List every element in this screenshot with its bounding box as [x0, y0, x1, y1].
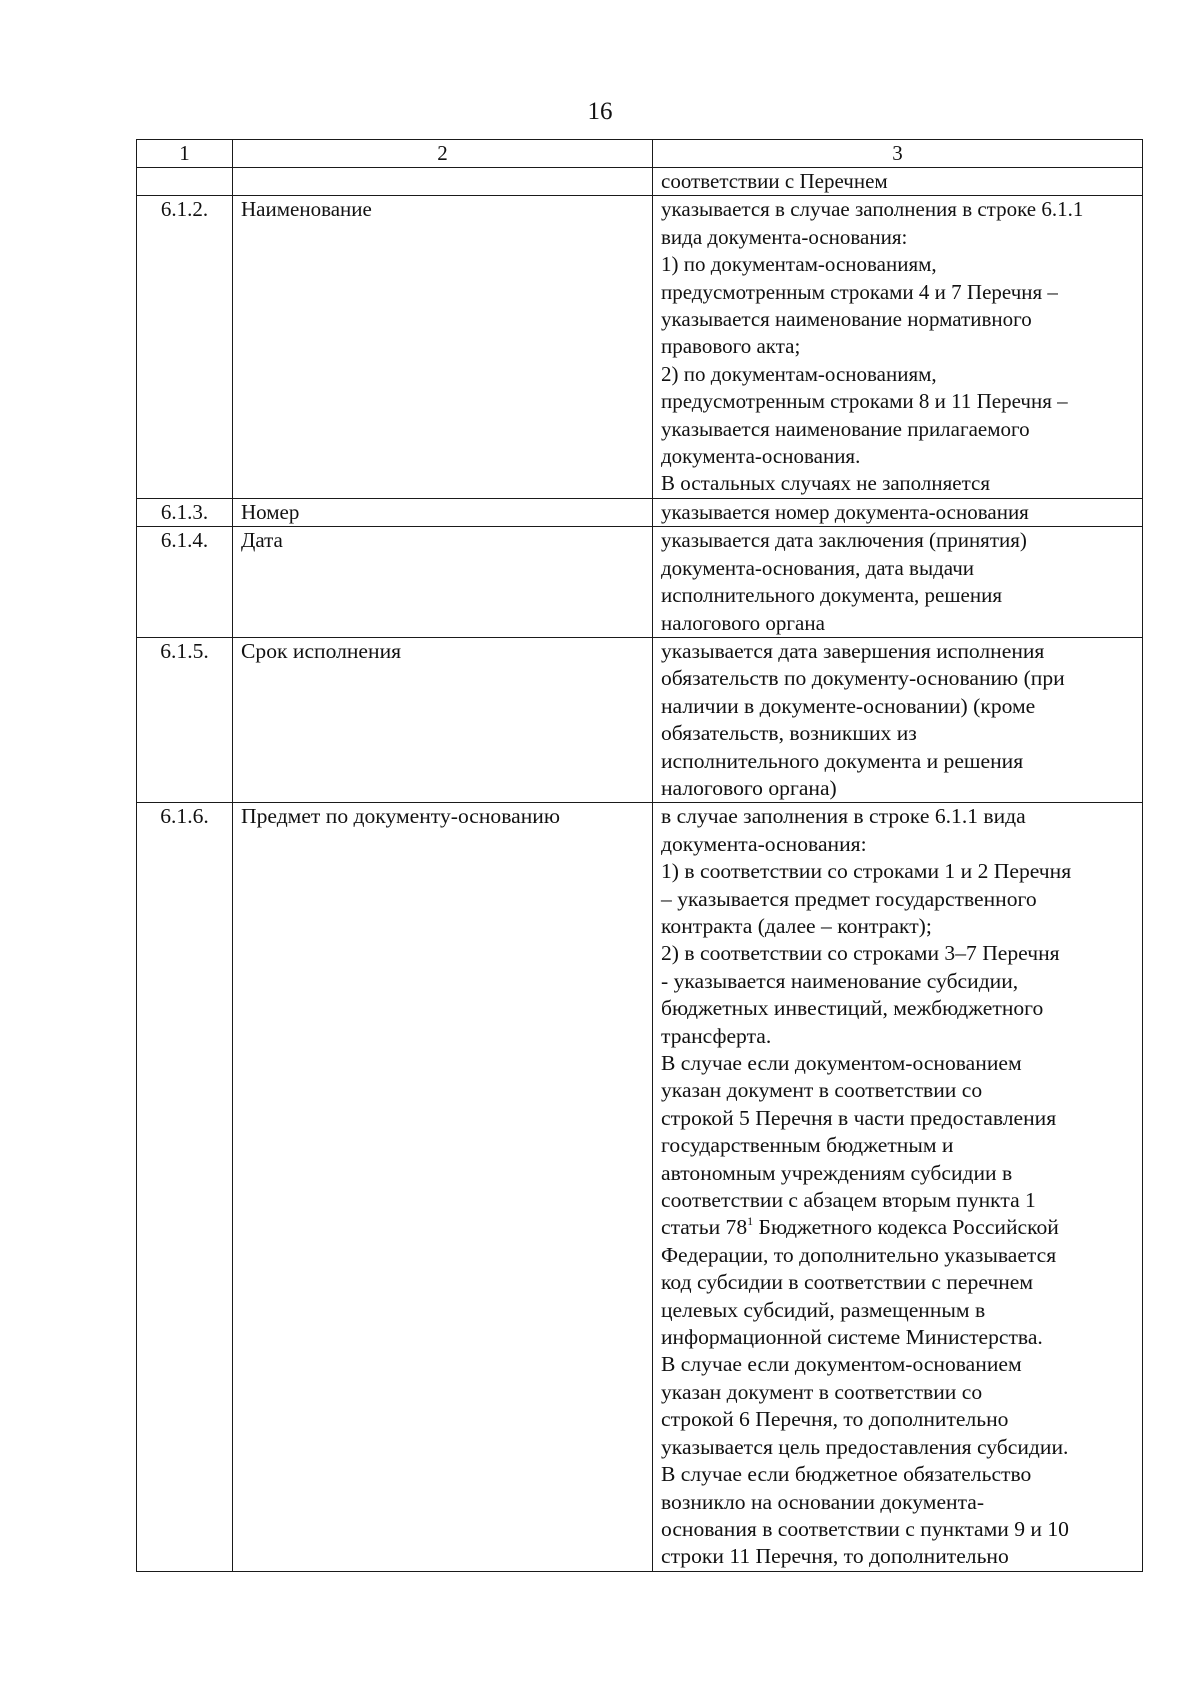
table-row-6-1-3	[137, 498, 1143, 526]
description-line: наличии в документе-основании) (кроме	[661, 693, 1036, 718]
description-line: соответствии с абзацем вторым пункта 1	[661, 1188, 1036, 1213]
description-line: 2) в соответствии со строками 3–7 Перечня	[661, 941, 1060, 966]
description-line: информационной системе Министерства.	[661, 1325, 1043, 1350]
row-number: 6.1.3.	[137, 498, 233, 526]
description-line: соответствии с Перечнем	[661, 169, 888, 193]
description-line: основания в соответствии с пунктами 9 и 10	[661, 1516, 1069, 1541]
description-line-statute	[661, 1214, 1134, 1241]
row-description	[653, 168, 1143, 196]
description-line: обязательств, возникших из	[661, 721, 917, 746]
description-line: предусмотренным строками 8 и 11 Перечня –	[661, 389, 1068, 414]
description-line: указывается наименование нормативного	[661, 307, 1032, 332]
description-line: трансферта.	[661, 1023, 772, 1048]
description-line: целевых субсидий, размещенным в	[661, 1297, 986, 1322]
description-line: строки 11 Перечня, то дополнительно	[661, 1544, 1009, 1569]
description-line: автономным учреждениям субсидии в	[661, 1160, 1013, 1185]
table-row-6-1-6	[137, 803, 1143, 1571]
description-line: указывается дата завершения исполнения	[661, 638, 1045, 663]
statute-text-rest: Бюджетного кодекса Российской	[753, 1215, 1059, 1240]
description-line: налогового органа	[661, 610, 825, 635]
row-description	[653, 527, 1143, 638]
row-number: 6.1.4.	[137, 527, 233, 638]
description-line: указывается цель предоставления субсидии.	[661, 1434, 1069, 1459]
description-line: - указывается наименование субсидии,	[661, 968, 1019, 993]
description-line: В случае если бюджетное обязательство	[661, 1462, 1032, 1487]
header-col-3: 3	[653, 140, 1143, 168]
header-col-1: 1	[137, 140, 233, 168]
description-line: указывается номер документа-основания	[661, 499, 1029, 524]
specification-table	[136, 139, 1143, 1572]
description-line: документа-основания.	[661, 444, 861, 469]
description-line: – указывается предмет государственного	[661, 886, 1037, 911]
description-line: 1) по документам-основаниям,	[661, 252, 937, 277]
description-line: В остальных случаях не заполняется	[661, 471, 991, 496]
statute-text: статьи 78	[661, 1215, 748, 1240]
row-field-name	[233, 168, 653, 196]
description-line: обязательств по документу-основанию (при	[661, 666, 1065, 691]
row-field-name: Номер	[233, 498, 653, 526]
description-line: налогового органа)	[661, 775, 837, 800]
description-line: документа-основания, дата выдачи	[661, 555, 975, 580]
description-line: строкой 6 Перечня, то дополнительно	[661, 1407, 1009, 1432]
description-line: предусмотренным строками 4 и 7 Перечня –	[661, 279, 1058, 304]
description-line: указывается дата заключения (принятия)	[661, 528, 1027, 553]
table-row-continuation	[137, 168, 1143, 196]
description-line: 1) в соответствии со строками 1 и 2 Перечня	[661, 859, 1072, 884]
table-row-6-1-5	[137, 637, 1143, 802]
description-line: код субсидии в соответствии с перечнем	[661, 1270, 1034, 1295]
row-description	[653, 196, 1143, 498]
statute-superscript: 1	[747, 1214, 754, 1229]
row-field-name: Предмет по документу-основанию	[233, 803, 653, 1571]
table-row-6-1-4	[137, 527, 1143, 638]
row-number: 6.1.5.	[137, 637, 233, 802]
description-line: указывается наименование прилагаемого	[661, 416, 1030, 441]
row-field-name: Срок исполнения	[233, 637, 653, 802]
description-line: бюджетных инвестиций, межбюджетного	[661, 996, 1044, 1021]
row-field-name: Дата	[233, 527, 653, 638]
description-line: государственным бюджетным и	[661, 1133, 954, 1158]
description-line: указан документ в соответствии со	[661, 1379, 983, 1404]
description-line: строкой 5 Перечня в части предоставления	[661, 1105, 1057, 1130]
description-line: 2) по документам-основаниям,	[661, 361, 937, 386]
description-line: документа-основания:	[661, 831, 867, 856]
description-line: в случае заполнения в строке 6.1.1 вида	[661, 804, 1026, 829]
table-row-6-1-2	[137, 196, 1143, 498]
description-line: правового акта;	[661, 334, 801, 359]
description-line: указывается в случае заполнения в строке 6.1.1	[661, 197, 1084, 222]
row-field-name: Наименование	[233, 196, 653, 498]
description-line: исполнительного документа, решения	[661, 583, 1002, 608]
row-number: 6.1.2.	[137, 196, 233, 498]
description-line: контракта (далее – контракт);	[661, 913, 932, 938]
description-line: вида документа-основания:	[661, 224, 908, 249]
description-line: В случае если документом-основанием	[661, 1352, 1022, 1377]
header-col-2: 2	[233, 140, 653, 168]
page-number: 16	[587, 98, 613, 125]
row-number	[137, 168, 233, 196]
description-line: указан документ в соответствии со	[661, 1078, 983, 1103]
row-number: 6.1.6.	[137, 803, 233, 1571]
description-line: исполнительного документа и решения	[661, 748, 1024, 773]
description-line: возникло на основании документа-	[661, 1489, 985, 1514]
row-description	[653, 637, 1143, 802]
description-line: Федерации, то дополнительно указывается	[661, 1242, 1057, 1267]
row-description	[653, 498, 1143, 526]
row-description	[653, 803, 1143, 1571]
description-line: В случае если документом-основанием	[661, 1051, 1022, 1075]
table-header-row	[137, 140, 1143, 168]
